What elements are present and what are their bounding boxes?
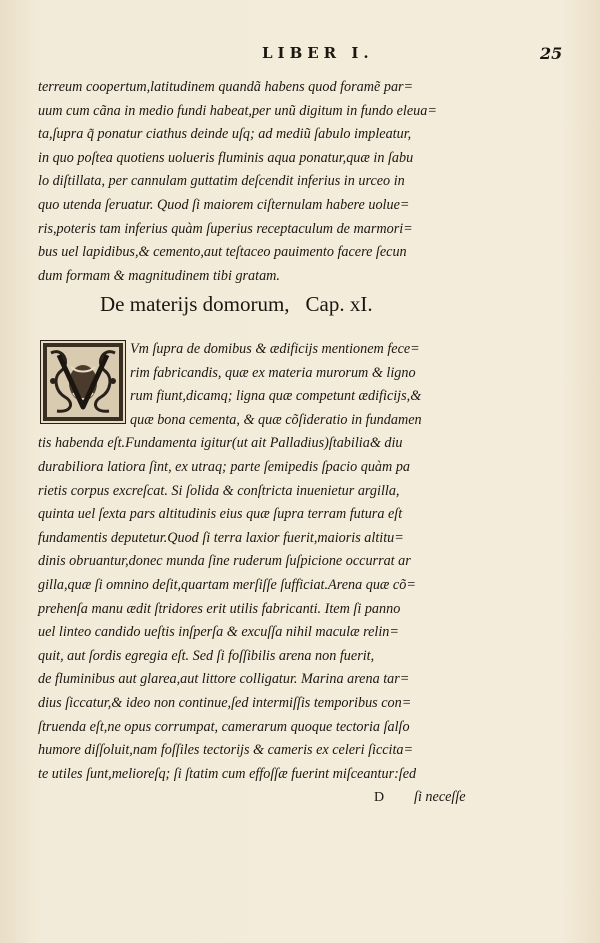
text-line: de fluminibus aut glarea,aut littore colligatur. Marina arena tar= [38, 671, 410, 688]
text-line: te utiles ſunt,melioreſq; ſi ſtatim cum effoſſæ fuerint miſceantur:ſed [38, 765, 417, 782]
text-line: quinta uel ſexta pars altitudinis eius quæ ſupra terram futura eſt [38, 506, 403, 523]
footer-line [38, 786, 566, 810]
top-paragraph [38, 76, 566, 288]
text-line: rum fiunt,dicamq; ligna quæ competunt ædificijs,& [130, 388, 422, 405]
text-line: humore diſſoluit,nam foſſiles tectorijs & cameris ex celeri ſiccita= [38, 742, 414, 759]
text-line: in quo poſtea quotiens uolueris fluminis aqua ponatur,quæ in ſabu [38, 149, 414, 166]
text-line: durabiliora latiora ſint, ex utraq; parte ſemipedis ſpacio quàm pa [38, 458, 411, 475]
text-line: quo utenda ſeruatur. Quod ſi maiorem ciſternulam habere uolue= [38, 196, 410, 213]
text-line: ris,poteris tam inferius quàm ſuperius receptaculum de marmori= [38, 220, 413, 237]
text-line: tis habenda eſt.Fundamenta igitur(ut ait Palladius)ſtabilia& diu [38, 435, 403, 452]
text-line: uel linteo candido ueſtis inſperſa & excuſſa nihil maculæ relin= [38, 624, 399, 641]
page-header [0, 44, 600, 74]
text-line: quæ bona cementa, & quæ cõſideratio in fundamen [130, 411, 422, 428]
text-line: dum formam & magnitudinem tibi gratam. [38, 267, 280, 284]
page-number: 25 [540, 44, 563, 63]
text-line: ſtruenda eſt,ne opus corrumpat, camerarum quoque tectoria ſalſo [38, 718, 410, 735]
text-line: rietis corpus excreſcat. Si ſolida & conſtricta inuenietur argilla, [38, 482, 400, 499]
text-line: uum cum cãna in medio fundi habeat,per unũ digitum in fundo eleua= [38, 102, 437, 119]
text-line: prehenſa manu ædit ſtridores erit utilis fabricanti. Item ſi panno [38, 600, 401, 617]
text-line: Vm ſupra de domibus & ædificijs mentionem fece= [130, 341, 420, 357]
text-line: fundamentis deputetur.Quod ſi terra laxior fuerit,maioris altitu= [38, 529, 404, 546]
text-line: lo diſtillata, per cannulam guttatim deſcendit inferius in urceo in [38, 173, 405, 190]
text-line: dius ſiccatur,& ideo non continue,ſed intermiſſis temporibus con= [38, 694, 412, 711]
text-line: gilla,quæ ſi omnino deſit,quartam merſiſſe ſufficiat.Arena quæ cõ= [38, 576, 416, 593]
text-line: rim fabricandis, quæ ex materia murorum & ligno [130, 364, 416, 381]
text-line: ta,ſupra q̃ ponatur ciathus deinde uſq; ad mediũ ſabulo impleatur, [38, 126, 412, 143]
text-line: terreum coopertum,latitudinem quandã habens quod foramẽ par= [38, 79, 414, 95]
chapter-title: De materijs domorum, [100, 292, 290, 316]
text-line: bus uel lapidibus,& cemento,aut teſtaceo pauimento facere ſecun [38, 244, 407, 261]
text-line: quit, aut ſordis egregia eſt. Sed ſi foſſibilis arena non fuerit, [38, 647, 375, 664]
text-line: dinis obruantur,donec munda ſine ruderum ſuſpicione occurrat ar [38, 553, 411, 570]
running-head: LIBER I. [262, 44, 374, 62]
catchword: ſi neceſſe [414, 789, 466, 806]
signature-mark: D [374, 790, 385, 806]
chapter-number: Cap. xI. [305, 292, 373, 316]
chapter-heading [100, 292, 520, 317]
chapter-paragraph [38, 338, 566, 810]
